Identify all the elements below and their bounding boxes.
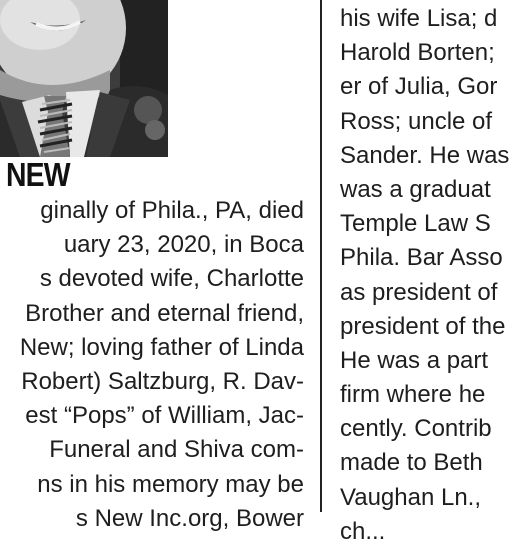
text-line: s New Inc.org, Bower	[75, 504, 304, 532]
text-line: uary 23, 2020, in Boca	[63, 231, 304, 259]
text-line: Vaughan Ln.,	[340, 483, 482, 511]
text-line: was a graduat	[340, 175, 491, 203]
text-line: Harold Borten;	[340, 39, 495, 67]
text-line: He was a part	[340, 346, 489, 374]
portrait-photo	[0, 0, 168, 157]
text-line: made to Beth	[340, 449, 483, 477]
text-line: Phila. Bar Asso	[340, 244, 503, 272]
text-line: est “Pops” of William, Jac-	[25, 402, 304, 430]
text-line: Sander. He was	[340, 141, 510, 169]
text-line: Brother and eternal friend,	[25, 299, 304, 327]
text-line: president of the	[340, 312, 506, 340]
text-line: New; loving father of Linda	[19, 333, 304, 361]
obituary-text-left-column	[0, 194, 312, 532]
text-line: his wife Lisa; d	[340, 5, 498, 32]
text-line: Temple Law S	[340, 210, 491, 238]
column-divider	[320, 0, 322, 512]
text-line: ch...	[340, 517, 386, 545]
obituary-text-right-column	[340, 2, 512, 545]
text-line: as president of	[340, 278, 498, 306]
text-line: ns in his memory may be	[37, 470, 304, 498]
text-line: cently. Contrib	[340, 415, 492, 443]
text-line: Robert) Saltzburg, R. Dav-	[21, 367, 304, 395]
text-line: ginally of Phila., PA, died	[40, 197, 304, 224]
text-line: er of Julia, Gor	[340, 73, 498, 101]
text-line: s devoted wife, Charlotte	[39, 265, 304, 293]
text-line: Ross; uncle of	[340, 107, 493, 135]
obituary-name-heading: NEW	[6, 156, 70, 193]
text-line: firm where he	[340, 381, 486, 409]
text-line: Funeral and Shiva com-	[49, 436, 304, 464]
